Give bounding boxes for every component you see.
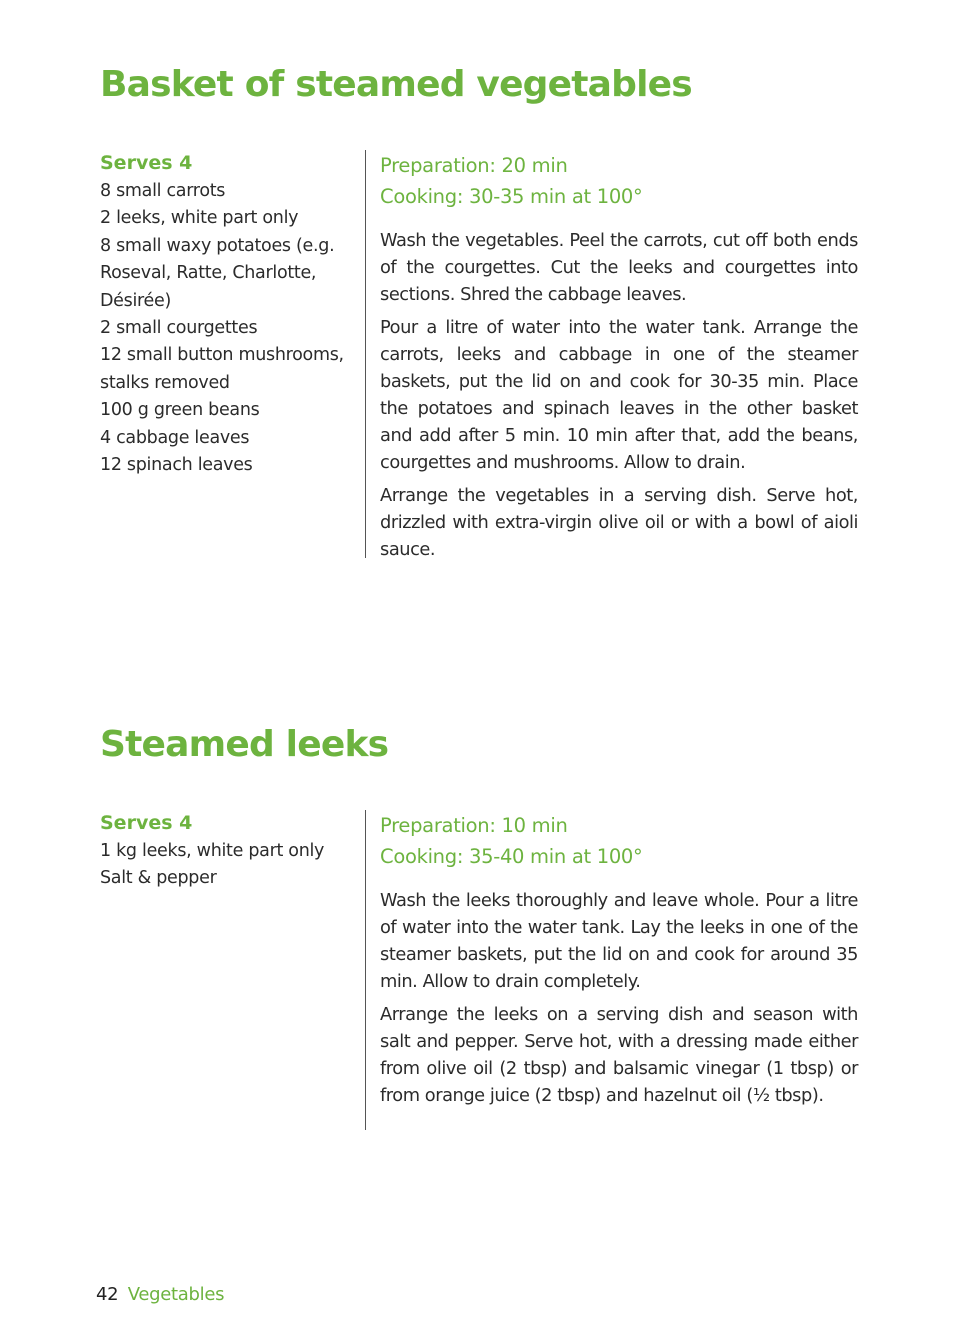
method-column bbox=[380, 150, 858, 569]
method-text bbox=[380, 227, 858, 563]
preparation-time: Preparation: 20 min bbox=[380, 154, 568, 177]
method-paragraph: Wash the leeks thoroughly and leave whole. Pour a litre of water into the water tank. Lay the leeks in one of the steamer baskets, put the lid on and cook for around 35 min. Allow to drain completely. bbox=[380, 890, 858, 992]
ingredients-column bbox=[100, 810, 350, 893]
ingredient-item: 100 g green beans bbox=[100, 400, 260, 421]
method-paragraph: Pour a litre of water into the water tank. Arrange the carrots, leeks and cabbage in one of the steamer baskets, put the lid on and cook for 30-35 min. Place the potatoes and spinach leaves in the other basket and add after 5 min. 10 min after that, add the beans, courgettes and mushrooms. Allow to drain. bbox=[380, 317, 858, 473]
ingredient-item: 8 small waxy potatoes (e.g. bbox=[100, 235, 335, 256]
ingredient-item: 12 spinach leaves bbox=[100, 455, 253, 476]
ingredient-item: 2 leeks, white part only bbox=[100, 208, 299, 229]
serves-label: Serves 4 bbox=[100, 812, 193, 834]
ingredient-item: 1 kg leeks, white part only bbox=[100, 841, 325, 861]
page-number: 42 bbox=[96, 1284, 119, 1305]
ingredient-item: 12 small button mushrooms, bbox=[100, 345, 344, 366]
method-column bbox=[380, 810, 858, 1115]
ingredient-item: 8 small carrots bbox=[100, 181, 226, 201]
recipe-title: Basket of steamed vegetables bbox=[100, 64, 692, 105]
ingredient-item: stalks removed bbox=[100, 372, 230, 393]
ingredient-list bbox=[100, 178, 350, 479]
ingredient-item: Désirée) bbox=[100, 290, 171, 311]
method-paragraph: Wash the vegetables. Peel the carrots, cut off both ends of the courgettes. Cut the leeks and courgettes into sections. Shred the cabbage leaves. bbox=[380, 230, 858, 305]
column-divider bbox=[365, 150, 366, 558]
cooking-time: Cooking: 35-40 min at 100° bbox=[380, 845, 643, 868]
preparation-time: Preparation: 10 min bbox=[380, 814, 568, 837]
cooking-time: Cooking: 30-35 min at 100° bbox=[380, 185, 643, 208]
method-text bbox=[380, 887, 858, 1109]
ingredient-item: Salt & pepper bbox=[100, 868, 217, 889]
ingredient-item: Roseval, Ratte, Charlotte, bbox=[100, 263, 317, 284]
page-footer bbox=[96, 1281, 224, 1309]
ingredient-list bbox=[100, 838, 350, 893]
recipe-title: Steamed leeks bbox=[100, 724, 389, 765]
recipe-basket-steamed-vegetables bbox=[100, 58, 860, 560]
ingredient-item: 4 cabbage leaves bbox=[100, 427, 250, 448]
method-paragraph: Arrange the vegetables in a serving dish. Serve hot, drizzled with extra-virgin olive oil or with a bowl of aioli sauce. bbox=[380, 485, 858, 560]
method-paragraph: Arrange the leeks on a serving dish and season with salt and pepper. Serve hot, with a dressing made either from olive oil (2 tbsp) and balsamic vinegar (1 tbsp) or from orange juice (2 tbsp) and hazelnut oil (½ tbsp). bbox=[380, 1004, 858, 1106]
serves-label: Serves 4 bbox=[100, 152, 193, 174]
recipe-steamed-leeks bbox=[100, 718, 860, 1106]
ingredients-column bbox=[100, 150, 350, 479]
column-divider bbox=[365, 810, 366, 1130]
section-name: Vegetables bbox=[127, 1284, 225, 1305]
ingredient-item: 2 small courgettes bbox=[100, 318, 258, 339]
